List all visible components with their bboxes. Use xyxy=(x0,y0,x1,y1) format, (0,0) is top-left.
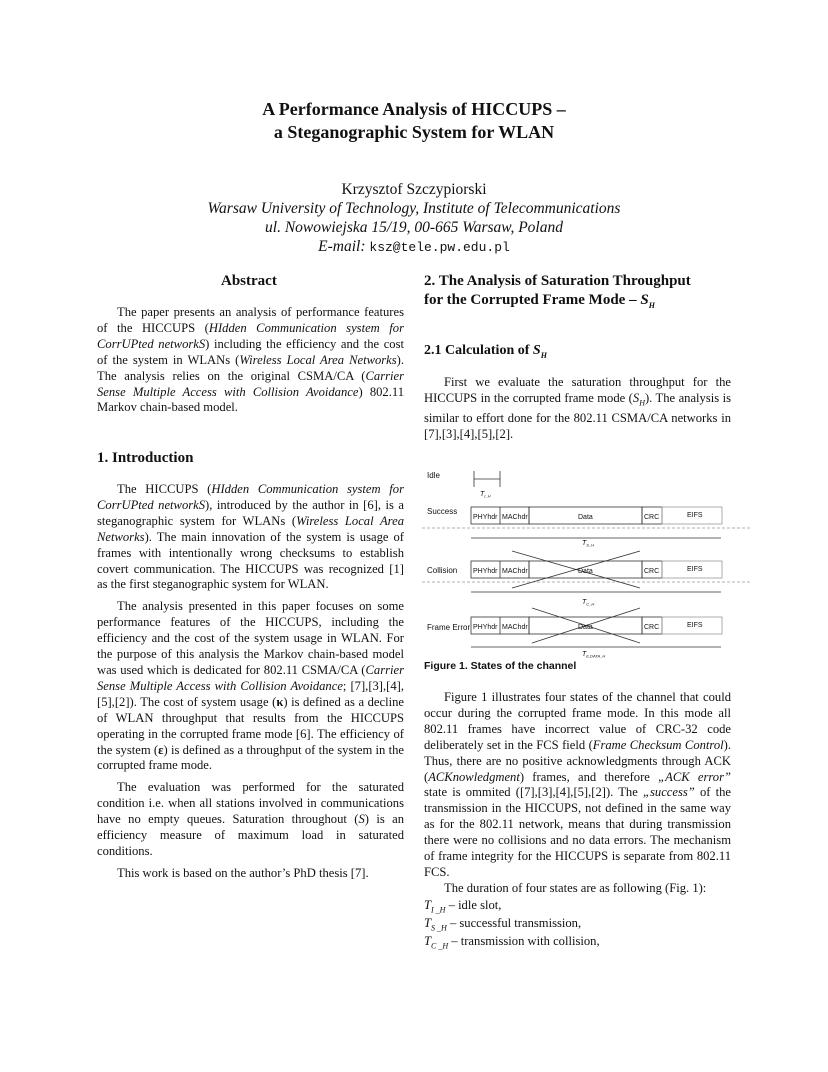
intro-paragraph-1: The HICCUPS (HIdden Communication system for CorrUPted networkS), introduced by the author in [6], is a steganographic system for WLANs (Wireless Local Area Networks). The main innovation of the system is usage of frames with intentionally wrong checksums to establish covert communication. The HICCUPS was recognized [1] as the first steganographic system for WLAN. xyxy=(97,482,404,592)
row-label-idle: Idle xyxy=(427,471,440,480)
row-label-success: Success xyxy=(427,507,458,516)
phy-header-collision: PHYhdr xyxy=(473,568,498,575)
eifs-collision: EIFS xyxy=(687,566,703,573)
section2-paragraph-2: Figure 1 illustrates four states of the channel that could occur during the corrupted frame mode. In this mode all 802.11 frames have incorrect value of CRC-32 code deliberately set in the FCS field (Frame Checksum Control). Thus, there are no positive acknowledgments through ACK (ACKnowledgment) frames, and therefore „ACK error” state is ommited ([7],[3],[4],[5],[2]). The „success” of the transmission in the HICCUPS, not defined in the same way as for the 802.11 network, means that during transmission there were no collisions and no data errors. The mechanism of frame integrity for the HICCUPS is separate from 802.11 FCS. xyxy=(424,690,732,879)
eifs-error: EIFS xyxy=(687,622,703,629)
intro-paragraph-3: The evaluation was performed for the saturated condition i.e. when all stations involved in communications have no empty queues. Saturation throughout (S) is an efficiency measure of maximum load in saturated conditions. xyxy=(97,780,404,858)
phy-header-error: PHYhdr xyxy=(473,624,498,631)
section2-paragraph-3: The duration of four states are as following (Fig. 1): xyxy=(444,880,707,895)
intro-paragraph-4: This work is based on the author’s PhD thesis [7]. xyxy=(117,865,369,880)
section2-paragraph-1: First we evaluate the saturation throughput for the HICCUPS in the corrupted frame mode $(S_H)$. The analysis is similar to effort done for the 802.11 CSMA/CA networks in [7],[3],[4],[5],[2]. xyxy=(424,375,731,442)
intro-body xyxy=(97,482,404,882)
subsection-heading: 2.1 Calculation of $S_H$ xyxy=(424,343,547,360)
abstract-heading: Abstract xyxy=(221,273,277,289)
crc-error: CRC xyxy=(644,624,660,631)
section2-heading-line2: for the Corrupted Frame Mode – $S_H$ xyxy=(424,292,655,310)
state-collision: $T_{C \_H}$ – transmission with collision, xyxy=(424,934,600,951)
section2-paragraph-2-wrap xyxy=(424,690,731,897)
t-idle-label: $T_{I\_H}$ xyxy=(480,491,491,499)
email-line xyxy=(0,237,828,257)
author: Krzysztof Szczypiorski xyxy=(341,181,487,198)
mac-header-success: MAChdr xyxy=(502,514,528,521)
mac-header-collision: MAChdr xyxy=(502,568,528,575)
intro-heading: 1. Introduction xyxy=(97,450,194,466)
email-label: E-mail: xyxy=(318,238,366,255)
row-label-frame-error: Frame Error xyxy=(427,623,471,632)
eifs-success: EIFS xyxy=(687,512,703,519)
crc-collision: CRC xyxy=(644,568,660,575)
affiliation: Warsaw University of Technology, Institute of Telecommunications xyxy=(207,200,621,217)
intro-paragraph-2: The analysis presented in this paper focuses on some performance features of the HICCUPS, including the efficiency and the cost of the system usage in WLAN. For the purpose of this analysis the Markov chain-based model was used which is dedicated for 802.11 CSMA/CA (Carrier Sense Multiple Access with Collision Avoidance; [7],[3],[4],[5],[2]). The cost of system usage (κ) is defined as a decline of WLAN throughput that results from the HICCUPS operating in the corrupted frame mode [6]. The efficiency of the system (ε) is defined as a throughput of the system in the corrupted frame mode. xyxy=(97,599,404,773)
paper-title-line1: A Performance Analysis of HICCUPS – xyxy=(262,99,566,119)
t-error-label: $T_{E,DATA\_H}$ xyxy=(582,651,606,659)
t-success-label: $T_{S\_H}$ xyxy=(582,540,595,548)
t-collision-label: $T_{C\_H}$ xyxy=(582,599,595,607)
row-label-collision: Collision xyxy=(427,566,458,575)
data-collision: Data xyxy=(578,568,593,575)
crc-success: CRC xyxy=(644,514,660,521)
channel-states-figure xyxy=(422,465,752,675)
phy-header-success: PHYhdr xyxy=(473,514,498,521)
abstract-body xyxy=(97,305,404,416)
paper-title-line2: a Steganographic System for WLAN xyxy=(273,122,555,142)
abstract-paragraph: The paper presents an analysis of performance features of the HICCUPS (HIdden Communication system for CorrUPted networkS) including the efficiency and the cost of the system in WLANs (Wireless Local Area Networks). The analysis relies on the original CSMA/CA (Carrier Sense Multiple Access with Collision Avoidance) 802.11 Markov chain-based model. xyxy=(97,305,405,415)
section2-heading-line1: 2. The Analysis of Saturation Throughput xyxy=(424,273,691,289)
email: ksz@tele.pw.edu.pl xyxy=(369,240,510,255)
data-error: Data xyxy=(578,624,593,631)
section2-paragraph-1-wrap xyxy=(424,375,731,443)
data-success: Data xyxy=(578,514,593,521)
mac-header-error: MAChdr xyxy=(502,624,528,631)
state-idle: $T_{I \_H}$ – idle slot, xyxy=(424,898,502,915)
address: ul. Nowowiejska 15/19, 00-665 Warsaw, Poland xyxy=(265,219,563,236)
figure-caption: Figure 1. States of the channel xyxy=(424,660,577,672)
state-success: $T_{S \_H}$ – successful transmission, xyxy=(424,916,582,933)
